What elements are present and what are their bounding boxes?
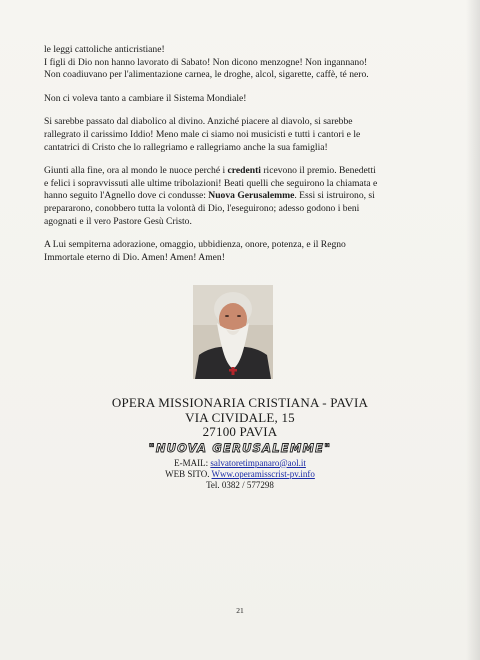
text-line: cantatrici di Cristo che lo rallegriamo e rallegriamo anche la sua famiglia! — [44, 141, 328, 153]
text-line: Immortale eterno di Dio. Amen! Amen! Amen! — [44, 251, 225, 263]
portrait-photo — [193, 285, 273, 379]
nuova-gerusalemme-heading: "NUOVA GERUSALEMME" — [148, 440, 332, 455]
bold-word: credenti — [227, 165, 261, 177]
web-line — [0, 469, 480, 480]
email-line — [0, 458, 480, 469]
email-label: E-MAIL: — [174, 457, 211, 468]
paragraph-4 — [44, 165, 436, 228]
text-line: A Lui sempiterna adorazione, omaggio, ubbidienza, onore, potenza, e il Regno — [44, 239, 346, 251]
text-line: I figli di Dio non hanno lavorato di Sabato! Non dicono menzogne! Non ingannano! — [44, 56, 368, 68]
street-address: VIA CIVIDALE, 15 — [185, 409, 295, 425]
text-line: e felici i sopravvissuti alle ultime tribolazioni! Beati quelli che seguirono la chiamata e — [44, 177, 378, 189]
web-link[interactable]: Www.operamisscrist-pv.info — [211, 468, 315, 479]
paragraph-1 — [44, 44, 436, 82]
paragraph-2 — [44, 93, 436, 106]
text-line — [44, 190, 436, 203]
contact-block — [0, 458, 480, 491]
organization-name: OPERA MISSIONARIA CRISTIANA - PAVIA — [111, 395, 369, 410]
paragraph-3 — [44, 116, 436, 154]
text-line — [44, 165, 436, 178]
city-address: 27100 PAVIA — [202, 424, 278, 439]
text-line: le leggi cattoliche anticristiane! — [44, 44, 165, 55]
paragraph-5 — [44, 239, 436, 264]
text-line: Non coadiuvano per l'alimentazione carnea, le droghe, alcol, sigarette, caffè, té nero. — [44, 69, 369, 81]
text-line: rallegrato il carissimo Iddio! Meno male ci siamo noi musicisti e tutti i cantori e le — [44, 128, 361, 140]
text-line: prepararono, conobbero tutta la volontà di Dio, l'eseguirono; adesso godono i beni — [44, 202, 360, 214]
web-label: WEB SITO. — [165, 468, 212, 479]
email-link[interactable]: salvatoretimpanaro@aol.it — [210, 457, 306, 468]
body-text — [44, 44, 436, 275]
text-line: agognati e il vero Pastore Gesù Cristo. — [44, 215, 192, 227]
text-line: Non ci voleva tanto a cambiare il Sistema Mondiale! — [44, 92, 247, 104]
text-segment: Giunti alla fine, ora al mondo le nuoce perché i — [44, 165, 228, 177]
text-segment: . Essi si istruirono, si — [294, 190, 375, 202]
text-line: Si sarebbe passato dal diabolico al divino. Anziché piacere al diavolo, si sarebbe — [44, 116, 353, 128]
scan-edge-shadow — [466, 0, 480, 660]
text-segment: hanno seguito l'Agnello dove ci condusse: — [44, 190, 209, 202]
page-number: 21 — [236, 606, 244, 615]
text-segment: ricevono il premio. Benedetti — [260, 165, 376, 177]
bold-word: Nuova Gerusalemme — [208, 190, 295, 202]
telephone: Tel. 0382 / 577298 — [206, 479, 274, 490]
footer-address — [0, 396, 480, 491]
portrait-image — [193, 285, 273, 379]
